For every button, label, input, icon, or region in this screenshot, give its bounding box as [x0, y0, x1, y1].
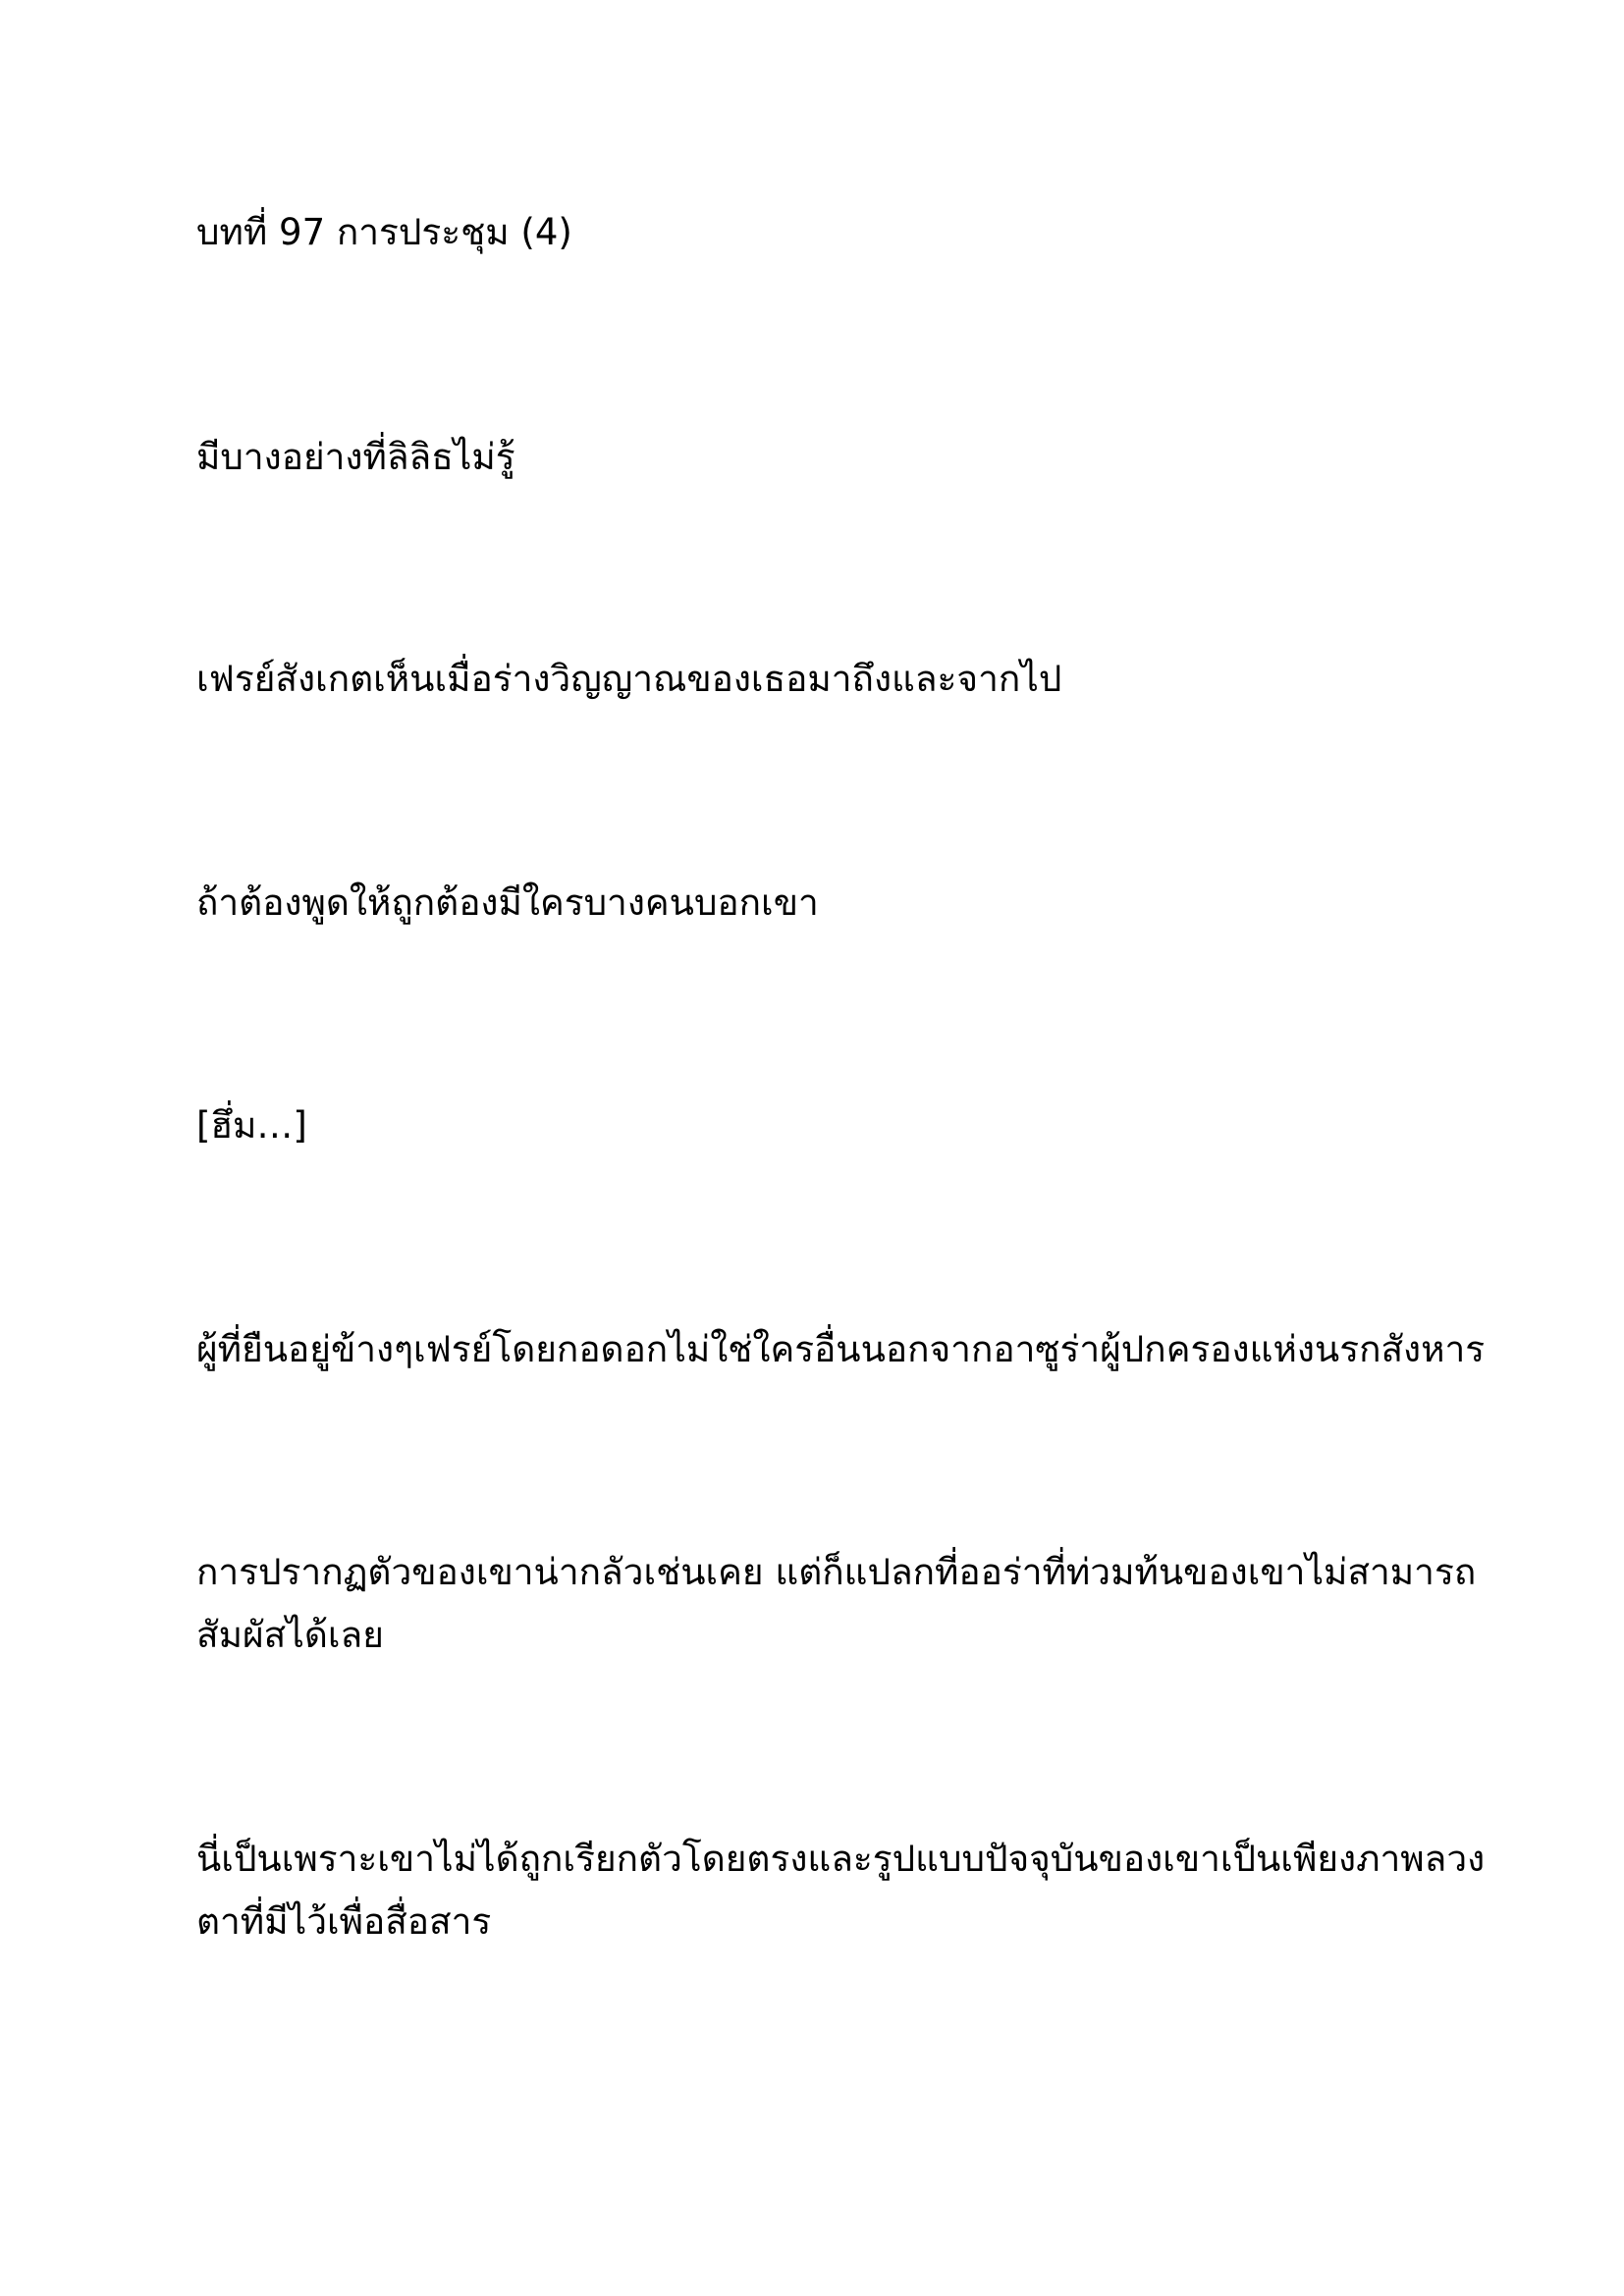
paragraph-6	[196, 1541, 1477, 1667]
paragraph-6-line-2: สัมผัสได้เลย	[196, 1614, 384, 1656]
paragraph-7	[196, 1828, 1486, 1953]
chapter-title: บทที่ 97 การประชุม (4)	[196, 211, 572, 253]
paragraph-4: [ฮึ่ม…]	[196, 1104, 307, 1147]
paragraph-1: มีบางอย่างที่ลิลิธไม่รู้	[196, 436, 515, 478]
paragraph-3: ถ้าต้องพูดให้ถูกต้องมีใครบางคนบอกเขา	[196, 881, 819, 924]
paragraph-7-line-2: ตาที่มีไว้เพื่อสื่อสาร	[196, 1900, 492, 1943]
paragraph-5: ผู้ที่ยืนอยู่ข้างๆเฟรย์โดยกอดอกไม่ใช่ใครอื่นนอกจากอาซูร่าผู้ปกครองแห่งนรกสังหาร	[196, 1328, 1486, 1370]
paragraph-2: เฟรย์สังเกตเห็นเมื่อร่างวิญญาณของเธอมาถึงและจากไป	[196, 658, 1062, 700]
paragraph-6-line-1: การปรากฏตัวของเขาน่ากลัวเช่นเคย แต่ก็แปลกที่ออร่าที่ท่วมท้นของเขาไม่สามารถ	[196, 1551, 1477, 1593]
paragraph-7-line-1: นี่เป็นเพราะเขาไม่ได้ถูกเรียกตัวโดยตรงและรูปแบบปัจจุบันของเขาเป็นเพียงภาพลวง	[196, 1838, 1486, 1880]
